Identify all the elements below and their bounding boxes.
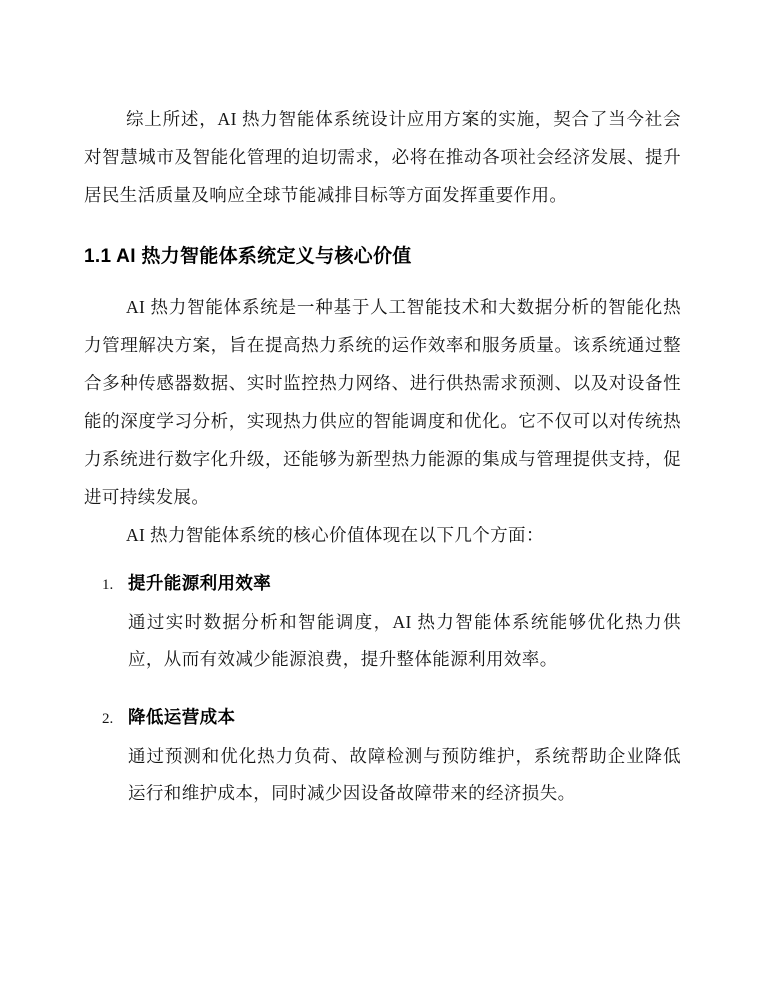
list-item-description: 通过预测和优化热力负荷、故障检测与预防维护，系统帮助企业降低运行和维护成本，同时减少因设备故障带来的经济损失。 [128,746,681,803]
list-item-number: 2. [102,711,114,727]
list-item-description: 通过实时数据分析和智能调度，AI 热力智能体系统能够优化热力供应，从而有效减少能源浪费，提升整体能源利用效率。 [128,612,681,669]
section-heading-1-1: 1.1 AI 热力智能体系统定义与核心价值 [84,246,412,267]
list-item [102,564,681,678]
list-item-title: 降低运营成本 [128,707,236,727]
list-item-title: 提升能源利用效率 [128,573,272,593]
list-item [102,698,681,812]
paragraph-core-value-intro: AI 热力智能体系统的核心价值体现在以下几个方面： [126,525,544,545]
list-item-header [102,564,681,604]
paragraph-conclusion: 综上所述，AI 热力智能体系统设计应用方案的实施，契合了当今社会对智慧城市及智能化管理的迫切需求，必将在推动各项社会经济发展、提升居民生活质量及响应全球节能减排目标等方面发挥重要作用。 [84,109,681,205]
list-item-number: 1. [102,577,114,593]
core-value-list [84,564,681,812]
list-item-header [102,698,681,738]
paragraph-definition: AI 热力智能体系统是一种基于人工智能技术和大数据分析的智能化热力管理解决方案，旨在提高热力系统的运作效率和服务质量。该系统通过整合多种传感器数据、实时监控热力网络、进行供热需求预测、以及对设备性能的深度学习分析，实现热力供应的智能调度和优化。它不仅可以对传统热力系统进行数字化升级，还能够为新型热力能源的集成与管理提供支持，促进可持续发展。 [84,297,681,507]
